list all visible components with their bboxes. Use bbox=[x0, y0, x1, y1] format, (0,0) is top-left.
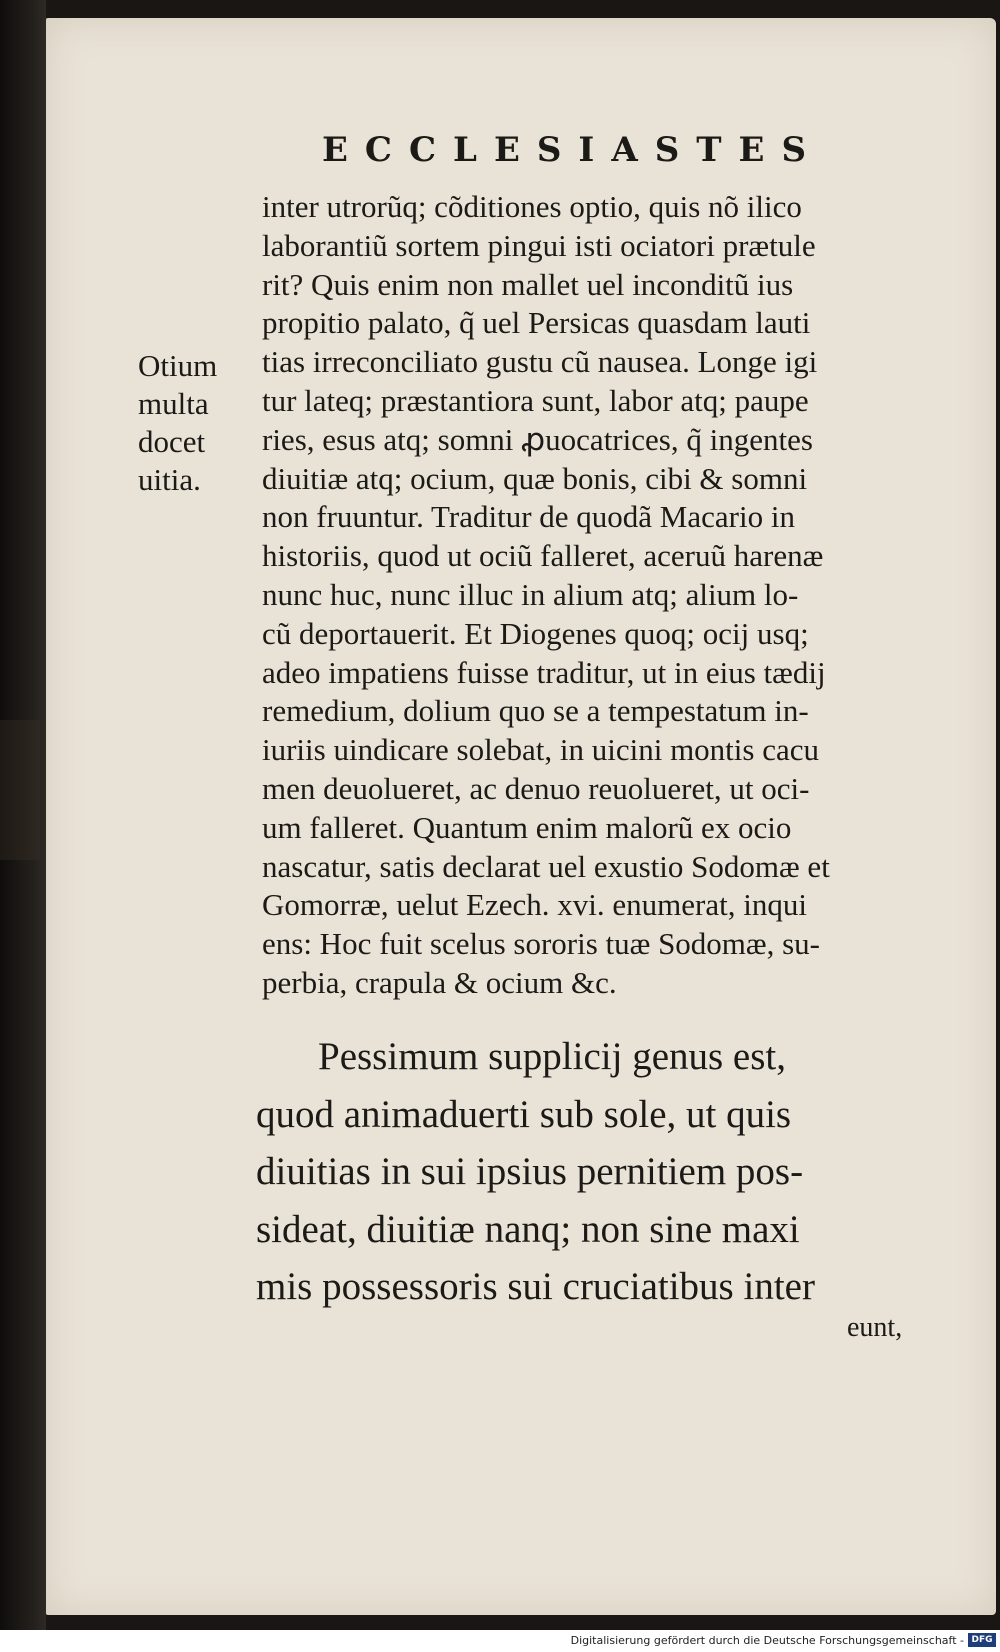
text-line: propitio palato, q̃ uel Persicas quasdam lauti bbox=[262, 305, 811, 341]
text-line: historiis, quod ut ociũ falleret, aceruũ harenæ bbox=[262, 538, 824, 574]
margin-note-line: uitia. bbox=[138, 462, 201, 497]
text-line: cũ deportauerit. Et Diogenes quoq; ocij usq; bbox=[262, 615, 809, 651]
footer-credit: Digitalisierung gefördert durch die Deutsche Forschungsgemeinschaft - bbox=[570, 1634, 964, 1647]
text-line: nunc huc, nunc illuc in alium atq; alium lo- bbox=[262, 576, 799, 612]
text-line: men deuolueret, ac denuo reuolueret, ut oci- bbox=[262, 770, 810, 806]
large-text-line: quod animaduerti sub sole, ut quis bbox=[256, 1092, 792, 1136]
text-line: iuriis uindicare solebat, in uicini montis cacu bbox=[262, 732, 820, 768]
page-stain bbox=[0, 720, 40, 860]
text-line: adeo impatiens fuisse traditur, ut in eius tædij bbox=[262, 654, 826, 690]
large-text-line: mis possessoris sui cruciatibus inter bbox=[256, 1265, 815, 1308]
large-text-line: sideat, diuitiæ nanq; non sine maxi bbox=[256, 1207, 800, 1251]
text-line: laborantiũ sortem pingui isti ociatori prætule bbox=[262, 227, 816, 263]
margin-note-line: docet bbox=[138, 424, 206, 459]
text-line: ries, esus atq; somni ꝓuocatrices, q̃ ingentes bbox=[262, 421, 813, 457]
text-line: Gomorræ, uelut Ezech. xvi. enumerat, inqui bbox=[262, 887, 807, 923]
margin-note-line: multa bbox=[138, 386, 209, 421]
margin-note bbox=[138, 347, 217, 499]
text-line: um falleret. Quantum enim malorũ ex ocio bbox=[262, 809, 792, 845]
running-title: ECCLESIASTES bbox=[322, 130, 824, 170]
text-line: non fruuntur. Traditur de quodã Macario in bbox=[262, 499, 795, 535]
margin-note-line: Otium bbox=[138, 348, 218, 383]
main-text-block bbox=[262, 188, 942, 1003]
large-text-line: diuitias in sui ipsius pernitiem pos- bbox=[256, 1150, 804, 1193]
dfg-logo: DFG bbox=[968, 1633, 996, 1647]
text-line: tias irreconciliato gustu cũ nausea. Longe igi bbox=[262, 344, 818, 380]
text-line: inter utrorũq; cõditiones optio, quis nõ ilico bbox=[262, 189, 802, 224]
text-line: remedium, dolium quo se a tempestatum in- bbox=[262, 693, 809, 729]
text-line: ens: Hoc fuit scelus sororis tuæ Sodomæ, su- bbox=[262, 926, 820, 962]
large-text-line: Pessimum supplicij genus est, bbox=[318, 1035, 786, 1078]
text-line: nascatur, satis declarat uel exustio Sodomæ et bbox=[262, 848, 830, 884]
text-line: diuitiæ atq; ocium, quæ bonis, cibi & somni bbox=[262, 460, 808, 496]
text-line: perbia, crapula & ocium &c. bbox=[262, 964, 617, 1000]
catchword: eunt, bbox=[847, 1312, 903, 1343]
text-line: tur lateq; præstantiora sunt, labor atq; paupe bbox=[262, 382, 809, 418]
text-line: rit? Quis enim non mallet uel inconditũ ius bbox=[262, 266, 794, 302]
lower-text-block bbox=[256, 1028, 936, 1316]
